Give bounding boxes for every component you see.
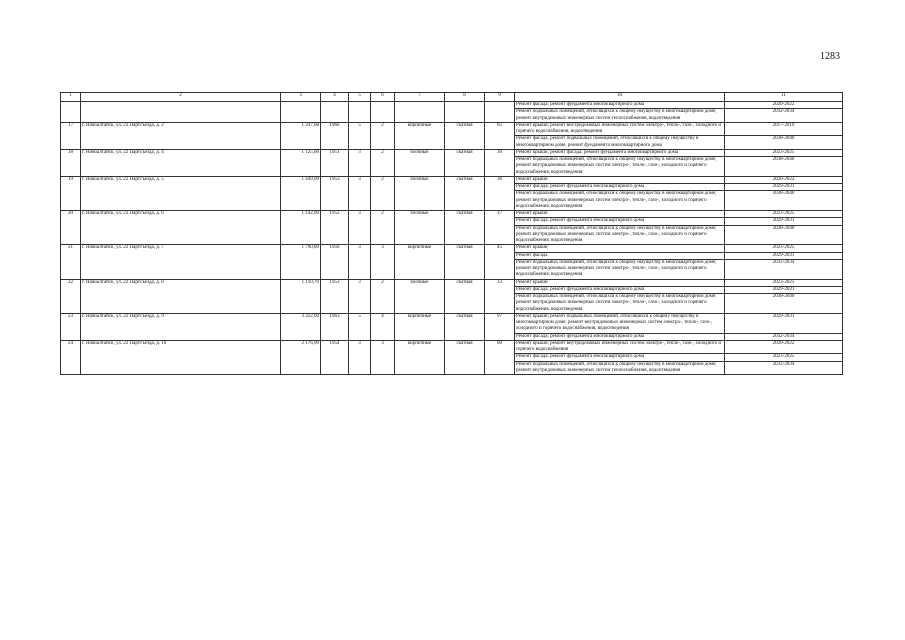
col-header: 9 [485,93,515,102]
wall-material-cell: блочные [395,211,445,245]
address-cell: г. Новоалтайск, ул. 22 Партсъезда, д. 5 [81,176,281,210]
floors-cell: 5 [349,122,371,149]
wall-material-cell: блочные [395,176,445,210]
work-description: Ремонт фасада; ремонт подвальных помещений, относящихся к общему имуществу в многоквартирном доме, ремонт фундамента многоквартирного дома [515,136,725,150]
work-period: 2023-2025 [725,354,843,361]
floors-cell: 3 [349,279,371,313]
table-row [61,176,843,183]
row-number: 19 [61,176,81,210]
year-cell: 1951 [321,149,349,176]
table-row [61,340,843,354]
floors-cell: 3 [349,211,371,245]
address-cell: г. Новоалтайск, ул. 22 Партсъезда, д. 7 [81,245,281,279]
row-number: 24 [61,340,81,374]
area-cell: 1 449,00 [281,176,321,210]
work-period: 2023-2025 [725,245,843,252]
wall-material-cell: кирпичные [395,340,445,374]
work-description: Ремонт крыши [515,279,725,286]
wall-material-cell: кирпичные [395,313,445,340]
work-period: 2023-2025 [725,279,843,286]
work-description: Ремонт крыши [515,211,725,218]
row-number: 21 [61,245,81,279]
table-row [61,122,843,136]
work-period: 2038-2040 [725,157,843,177]
column-number-header [61,93,843,102]
roof-type-cell: скатная [445,313,485,340]
empty-cell [81,102,281,123]
work-description: Ремонт подвальных помещений, относящихся к общему имуществу в многоквартирном доме; ремонт внутридомовых инженерных систем электро-, тепло-, газо-, холодного и горячего водоснабжения, водоотведения [515,294,725,314]
year-cell: 1966 [321,122,349,149]
housing-repair-table [60,92,843,375]
entrances-cell: 2 [371,122,395,149]
area-cell: 2 176,90 [281,340,321,374]
col-header: 5 [349,93,371,102]
address-cell: г. Новоалтайск, ул. 22 Партсъезда, д. 2 [81,122,281,149]
roof-type-cell: скатная [445,245,485,279]
work-period: 2020-2022 [725,102,843,109]
table-row [61,211,843,218]
roof-type-cell: скатная [445,340,485,374]
col-header: 3 [281,93,321,102]
area-cell: 1 247,68 [281,122,321,149]
work-period: 2038-2040 [725,294,843,314]
empty-cell [371,102,395,123]
year-cell: 1954 [321,340,349,374]
work-description: Ремонт крыши; ремонт внутридомовых инженерных систем электро-, тепло-, газо-, холодного и горячего водоснабжения [515,340,725,354]
work-period: 2038-2040 [725,225,843,245]
work-period: 2038-2040 [725,191,843,211]
entrances-cell: 2 [371,176,395,210]
work-period: 2029-2031 [725,252,843,259]
year-cell: 1963 [321,313,349,340]
work-description: Ремонт фасада; ремонт фундамента многоквартирного дома [515,354,725,361]
entrances-cell: 3 [371,245,395,279]
work-description: Ремонт подвальных помещений, относящихся к общему имуществу в многоквартирном доме; ремонт внутридомовых инженерных систем электро-, тепло-, газо-, холодного и горячего водоснабжения, водоотведения [515,225,725,245]
work-description: Ремонт фасада [515,252,725,259]
roof-type-cell: скатная [445,122,485,149]
address-cell: г. Новоалтайск, ул. 22 Партсъезда, д. 6 [81,211,281,245]
row-number: 23 [61,313,81,340]
address-cell: г. Новоалтайск, ул. 22 Партсъезда, д. 9 [81,313,281,340]
work-description: Ремонт подвальных помещений, относящихся к общему имуществу в многоквартирном доме; ремонт внутридомовых инженерных систем электро-, тепло-, газо-, холодного и горячего водоснабжения, водоотведения [515,157,725,177]
empty-cell [349,102,371,123]
area-cell: 1 142,00 [281,211,321,245]
work-description: Ремонт фасада; ремонт фундамента многоквартирного дома [515,333,725,340]
apartments-cell: 33 [485,279,515,313]
work-description: Ремонт крыши; ремонт внутридомовых инженерных систем электро-, тепло-, газо-, холодного и горячего водоснабжения, водоотведения [515,122,725,136]
entrances-cell: 4 [371,313,395,340]
work-description: Ремонт крыши; ремонт фасада; ремонт фундамента многоквартирного дома [515,149,725,156]
year-cell: 1953 [321,279,349,313]
col-header: 7 [395,93,445,102]
work-period: 2032-2034 [725,109,843,123]
area-cell: 3 322,60 [281,313,321,340]
work-description: Ремонт крыши [515,245,725,252]
work-period: 2032-2034 [725,361,843,375]
work-description: Ремонт крыши [515,176,725,183]
wall-material-cell: блочные [395,149,445,176]
year-cell: 1952 [321,211,349,245]
apartments-cell: 37 [485,211,515,245]
col-header: 8 [445,93,485,102]
work-period: 2029-2031 [725,286,843,293]
apartments-cell: 97 [485,313,515,340]
empty-cell [485,102,515,123]
table-row [61,313,843,333]
table-row [61,102,843,109]
apartments-cell: 45 [485,245,515,279]
entrances-cell: 2 [371,149,395,176]
floors-cell: 3 [349,149,371,176]
year-cell: 1953 [321,176,349,210]
roof-type-cell: скатная [445,149,485,176]
roof-type-cell: скатная [445,279,485,313]
entrances-cell: 3 [371,340,395,374]
floors-cell: 3 [349,340,371,374]
work-description: Ремонт подвальных помещений, относящихся к общему имуществу в многоквартирном доме; ремонт внутридомовых инженерных систем электро-, тепло-, газо-, холодного и горячего водоснабжения, водоотведения [515,259,725,279]
table-body [61,102,843,375]
area-cell: 1 110,70 [281,279,321,313]
work-period: 2029-2031 [725,313,843,333]
empty-cell [281,102,321,123]
work-period: 2020-2022 [725,340,843,354]
work-description: Ремонт фасада; ремонт фундамента многоквартирного дома [515,286,725,293]
work-period: 2032-2034 [725,259,843,279]
address-cell: г. Новоалтайск, ул. 22 Партсъезда, д. 10 [81,340,281,374]
col-header: 11 [725,93,843,102]
row-number: 17 [61,122,81,149]
wall-material-cell: кирпичные [395,122,445,149]
apartments-cell: 65 [485,122,515,149]
work-description: Ремонт фасада; ремонт фундамента многоквартирного дома [515,218,725,225]
work-period: 2017-2019 [725,122,843,136]
floors-cell: 3 [349,176,371,210]
work-period: 2023-2025 [725,211,843,218]
entrances-cell: 2 [371,211,395,245]
work-description: Ремонт крыши; ремонт подвальных помещений, относящихся к общему имуществу в многоквартирном доме; ремонт внутридомовых инженерных систем электро-, тепло-, газо-, холодного и горячего водоснабжения, водоотведения [515,313,725,333]
empty-cell [321,102,349,123]
work-description: Ремонт фасада; ремонт фундамента многоквартирного дома [515,184,725,191]
work-description: Ремонт подвальных помещений, относящихся к общему имуществу в многоквартирном доме; ремонт внутридомовых инженерных систем теплоснабжения, водоотведения [515,361,725,375]
apartments-cell: 36 [485,176,515,210]
year-cell: 1956 [321,245,349,279]
work-period: 2038-2040 [725,136,843,150]
work-period: 2029-2031 [725,218,843,225]
work-period: 2023-2025 [725,149,843,156]
col-header: 6 [371,93,395,102]
wall-material-cell: кирпичные [395,245,445,279]
floors-cell: 5 [349,313,371,340]
apartments-cell: 60 [485,340,515,374]
work-description: Ремонт подвальных помещений, относящихся к общему имуществу в многоквартирном доме; ремонт внутридомовых инженерных систем теплоснабжения, водоотведения [515,109,725,123]
col-header: 2 [81,93,281,102]
col-header: 4 [321,93,349,102]
row-number: 20 [61,211,81,245]
roof-type-cell: скатная [445,176,485,210]
col-header: 10 [515,93,725,102]
wall-material-cell: блочные [395,279,445,313]
col-header: 1 [61,93,81,102]
entrances-cell: 2 [371,279,395,313]
area-cell: 1 790,80 [281,245,321,279]
row-number: 22 [61,279,81,313]
work-period: 2032-2034 [725,333,843,340]
address-cell: г. Новоалтайск, ул. 22 Партсъезда, д. 4 [81,149,281,176]
empty-cell [61,102,81,123]
work-period: 2029-2031 [725,184,843,191]
empty-cell [445,102,485,123]
address-cell: г. Новоалтайск, ул. 22 Партсъезда, д. 8 [81,279,281,313]
table-row [61,279,843,286]
work-period: 2020-2022 [725,176,843,183]
page-number: 1283 [820,51,840,62]
floors-cell: 3 [349,245,371,279]
area-cell: 1 125,00 [281,149,321,176]
roof-type-cell: скатная [445,211,485,245]
row-number: 18 [61,149,81,176]
work-description: Ремонт фасада; ремонт фундамента многоквартирного дома [515,102,725,109]
work-description: Ремонт подвальных помещений, относящихся к общему имуществу в многоквартирном доме; ремонт внутридомовых инженерных систем электро-, тепло-, газо-, холодного и горячего водоснабжения, водоотведения [515,191,725,211]
apartments-cell: 30 [485,149,515,176]
table-row [61,245,843,252]
empty-cell [395,102,445,123]
table-row [61,149,843,156]
